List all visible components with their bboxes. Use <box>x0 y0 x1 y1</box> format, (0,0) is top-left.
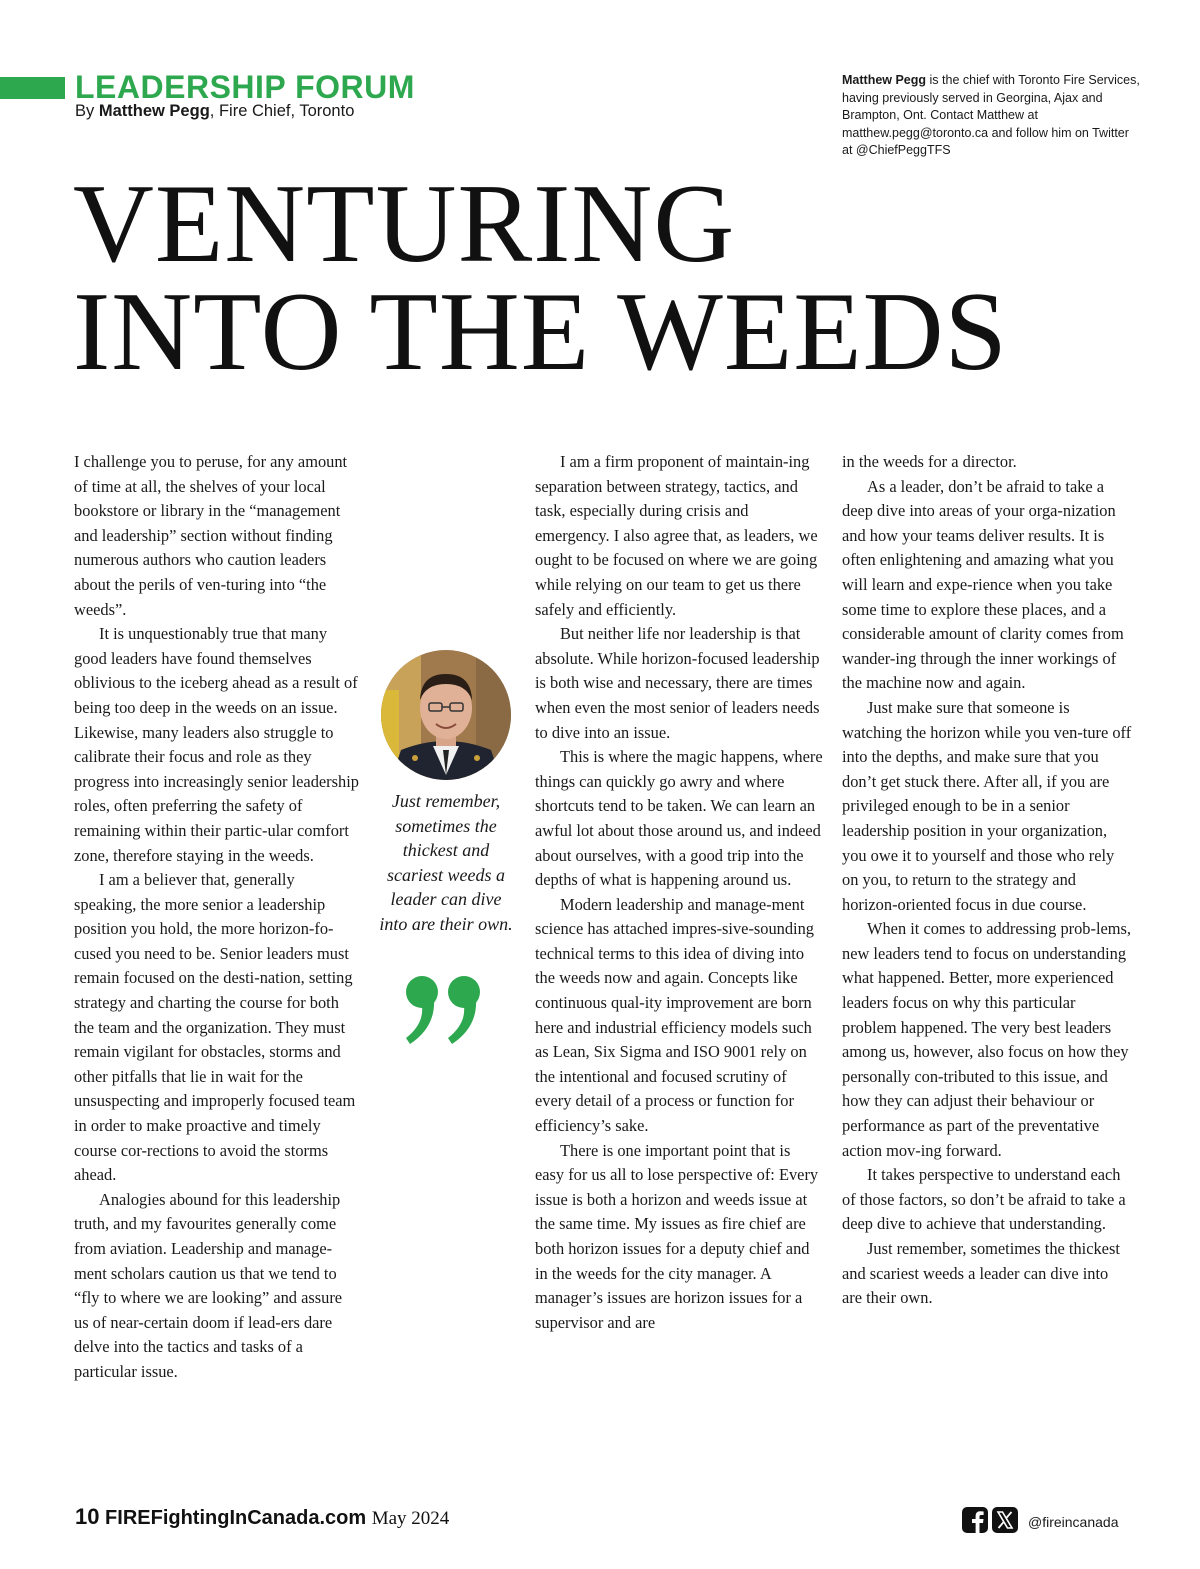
paragraph: Just remember, sometimes the thickest and scariest weeds a leader can dive into are their own. <box>842 1239 1120 1308</box>
article-headline <box>73 162 1008 394</box>
paragraph: Just make sure that someone is watching the horizon while you ven-ture off into the depths, and make sure that you don’t get stuck there. After all, if you are privileged enough to be in a senior leadership position in your organization, you owe it to yourself and those who rely on you, to return to the strategy and horizon-oriented focus in due course. <box>842 697 1132 914</box>
article-column-1 <box>74 450 360 1385</box>
section-accent-bar <box>0 77 65 99</box>
paragraph: I am a believer that, generally speaking, the more senior a leadership position you hold, the more horizon-fo-cused you need to be. Senior leaders must remain focused on the desti-nation, setting strategy and charting the course for both the team and the organization. They must remain vigilant for obstacles, storms and other pitfalls that lie in wait for the unsuspecting and improperly focused team in order to make proactive and timely course cor-rections to avoid the storms ahead. <box>74 870 356 1185</box>
page-footer <box>75 1504 449 1530</box>
byline-prefix: By <box>75 102 99 120</box>
paragraph: This is where the magic happens, where things can quickly go awry and where shortcuts tend to be taken. We can learn an awful lot about those around us, and indeed about ourselves, with a good trip into the depths of what is happening around us. <box>535 747 823 890</box>
paragraph: Analogies abound for this leadership truth, and my favourites generally come from aviation. Leadership and manage-ment scholars caution us that we tend to “fly to where we are looking” and assure us of near-certain doom if lead-ers dare delve into the tactics and tasks of a particular issue. <box>74 1189 343 1381</box>
byline <box>75 102 354 121</box>
paragraph: I challenge you to peruse, for any amount of time at all, the shelves of your local bookstore or library in the “management and leadership” section without finding numerous authors who caution leaders about the perils of ven-turing into “the weeds”. <box>74 452 348 619</box>
byline-title: , Fire Chief, Toronto <box>209 102 355 120</box>
paragraph: I am a firm proponent of maintain-ing separation between strategy, tactics, and task, especially during crisis and emergency. I also agree that, as leaders, we ought to be focused on where we are going while relying on our team to get us there safely and efficiently. <box>535 452 818 619</box>
footer-date: May 2024 <box>371 1508 450 1529</box>
paragraph: But neither life nor leadership is that absolute. While horizon-focused leadership is both wise and necessary, there are times when even the most senior of leaders needs to dive into an issue. <box>535 624 820 742</box>
author-photo <box>381 650 511 780</box>
pull-quote: Just remember, sometimes the thickest and scariest weeds a leader can dive into are their own. <box>379 791 513 934</box>
social-links <box>962 1508 1119 1536</box>
bio-text: is the chief with Toronto Fire Services, having previously served in Georgina, Ajax and Brampton, Ont. Contact Matthew at matthew.pegg@toronto.ca and follow him on Twitter at @ChiefPeggTFS <box>842 73 1140 157</box>
author-bio <box>842 72 1142 160</box>
closing-quote-icon <box>402 972 492 1048</box>
paragraph: There is one important point that is easy for us all to lose perspective of: Every issue is both a horizon and weeds issue at the same time. My issues as fire chief are both horizon issues for a deputy chief and in the weeds for the city manager. A manager’s issues are horizon issues for a supervisor and are <box>535 1140 819 1332</box>
paragraph: As a leader, don’t be afraid to take a deep dive into areas of your orga-nization and how your teams deliver results. It is often enlightening and amazing what you will learn and expe-rience when you take some time to explore these places, and a considerable amount of clarity comes from wander-ing through the inner workings of the machine now and again. <box>842 476 1124 693</box>
facebook-icon[interactable] <box>962 1507 988 1538</box>
social-handle[interactable]: @fireincanada <box>1028 1514 1119 1530</box>
x-icon[interactable] <box>992 1507 1018 1538</box>
paragraph: Modern leadership and manage-ment science has attached impres-sive-sounding technical terms to this idea of diving into the weeds now and again. Concepts like continuous qual-ity improvement are born here and industrial efficiency models such as Lean, Six Sigma and ISO 9001 rely on the intentional and focused scrutiny of every detail of a process or function for efficiency’s sake. <box>535 894 815 1136</box>
article-column-3 <box>842 450 1132 1311</box>
paragraph: When it comes to addressing prob-lems, new leaders tend to focus on understanding what happened. Better, more experienced leaders focus on why this particular problem happened. The very best leaders among us, however, also focus on how they personally con-tributed to this issue, and how they can adjust their behaviour or performance as part of the preventative action mov-ing forward. <box>842 919 1132 1160</box>
paragraph: in the weeds for a director. <box>842 452 1017 471</box>
bio-name: Matthew Pegg <box>842 73 927 87</box>
paragraph: It is unquestionably true that many good leaders have found themselves oblivious to the iceberg ahead as a result of being too deep in the weeds on an issue. Likewise, many leaders also struggle to calibrate their focus and role as they progress into increasingly senior leadership roles, often preferring the safety of remaining within their partic-ular comfort zone, therefore staying in the weeds. <box>74 624 359 865</box>
byline-author: Matthew Pegg <box>98 102 210 120</box>
footer-site: FIREFightingInCanada.com <box>105 1507 367 1529</box>
page-number: 10 <box>75 1504 100 1529</box>
article-column-2 <box>535 450 823 1335</box>
headline-line-2: INTO THE WEEDS <box>73 270 1008 394</box>
section-label: LEADERSHIP FORUM <box>75 69 415 105</box>
paragraph: It takes perspective to understand each of those factors, so don’t be afraid to take a deep dive to achieve that understanding. <box>842 1165 1126 1234</box>
headline-line-1: VENTURING <box>73 162 736 286</box>
